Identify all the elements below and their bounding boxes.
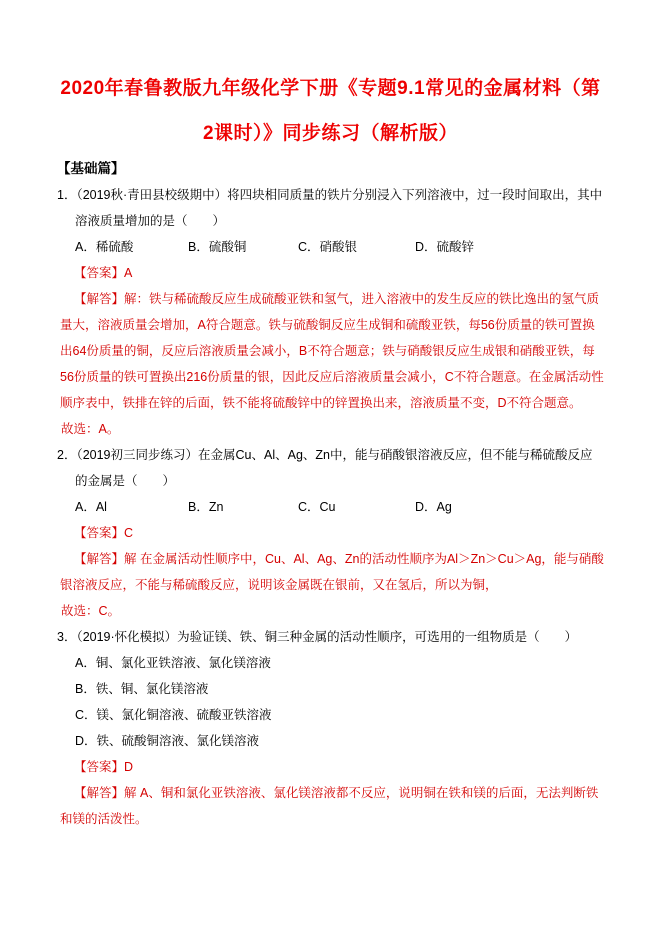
option-b: B．硫酸铜 — [188, 240, 247, 254]
question-3-text: （2019·怀化模拟）为验证镁、铁、铜三种金属的活动性顺序，可选用的一组物质是（ ） — [76, 630, 578, 644]
question-2 — [57, 442, 604, 624]
option-d: D．硫酸锌 — [415, 240, 475, 254]
explanation-label: 【解答】 — [74, 552, 125, 566]
question-3-explanation — [60, 780, 604, 832]
section-header: 【基础篇】 — [57, 161, 125, 176]
explanation-text: 解 在金属活动性顺序中，Cu、Al、Ag、Zn的活动性顺序为Al＞Zn＞Cu＞Ag，能与硝酸银溶液反应，不能与稀硫酸反应，说明该金属既在银前，又在氢后，所以为铜， — [60, 552, 604, 592]
question-1 — [57, 182, 604, 442]
document-title: 2020年春鲁教版九年级化学下册《专题9.1常见的金属材料（第2课时）》同步练习（解析版） — [60, 78, 601, 144]
question-2-number: 2． — [57, 448, 77, 462]
answer-label: 【答案】 — [74, 266, 125, 280]
question-1-options — [75, 234, 604, 260]
question-1-answer — [74, 260, 604, 286]
question-3-options — [57, 650, 604, 754]
option-a: A．稀硫酸 — [75, 240, 134, 254]
option-c: C．硝酸银 — [298, 240, 358, 254]
explanation-text: 解：铁与稀硫酸反应生成硫酸亚铁和氢气，进入溶液中的发生反应的铁比逸出的氢气质量大，溶液质量会增加，A符合题意。铁与硫酸铜反应生成铜和硫酸亚铁，每56份质量的铁可置换出64份质量的铜，反应后溶液质量会减小，B不符合题意；铁与硝酸银反应生成银和硝酸亚铁，每56份质量的铁可置换出216份质量的银，因此反应后溶液质量会减小，C不符合题意。在金属活动性顺序表中，铁排在锌的后面，铁不能将硫酸锌中的锌置换出来，溶液质量不变，D不符合题意。 — [60, 292, 604, 410]
explanation-label: 【解答】 — [74, 292, 125, 306]
question-3-answer — [74, 754, 604, 780]
question-2-conclusion: 故选：C。 — [61, 604, 121, 618]
answer-value: C — [124, 526, 134, 540]
explanation-text: 解 A、铜和氯化亚铁溶液、氯化镁溶液都不反应，说明铜在铁和镁的后面，无法判断铁和镁的活泼性。 — [60, 786, 599, 826]
question-2-explanation — [60, 546, 604, 598]
question-2-options — [75, 494, 604, 520]
answer-label: 【答案】 — [74, 760, 125, 774]
question-2-answer — [74, 520, 604, 546]
option-a: A．Al — [75, 500, 107, 514]
option-a: A．铜、氯化亚铁溶液、氯化镁溶液 — [75, 656, 271, 670]
question-3 — [57, 624, 604, 832]
question-2-stem — [57, 442, 604, 494]
question-1-explanation — [60, 286, 604, 416]
question-1-conclusion: 故选：A。 — [61, 422, 120, 436]
option-c: C．Cu — [298, 500, 336, 514]
option-d: D．Ag — [415, 500, 452, 514]
option-b: B．铁、铜、氯化镁溶液 — [75, 682, 209, 696]
option-d: D．铁、硫酸铜溶液、氯化镁溶液 — [75, 734, 260, 748]
answer-label: 【答案】 — [74, 526, 125, 540]
question-2-text: （2019初三同步练习）在金属Cu、Al、Ag、Zn中，能与硝酸银溶液反应，但不能与稀硫酸反应的金属是（ ） — [75, 448, 593, 488]
question-1-stem — [57, 182, 604, 234]
question-1-text: （2019秋·青田县校级期中）将四块相同质量的铁片分别浸入下列溶液中，过一段时间取出，其中溶液质量增加的是（ ） — [75, 188, 603, 228]
explanation-label: 【解答】 — [74, 786, 125, 800]
option-b: B．Zn — [188, 500, 224, 514]
question-3-stem — [57, 624, 604, 650]
answer-value: D — [124, 760, 134, 774]
question-1-number: 1． — [57, 188, 77, 202]
option-c: C．镁、氯化铜溶液、硫酸亚铁溶液 — [75, 708, 272, 722]
question-3-number: 3． — [57, 630, 77, 644]
answer-value: A — [124, 266, 133, 280]
